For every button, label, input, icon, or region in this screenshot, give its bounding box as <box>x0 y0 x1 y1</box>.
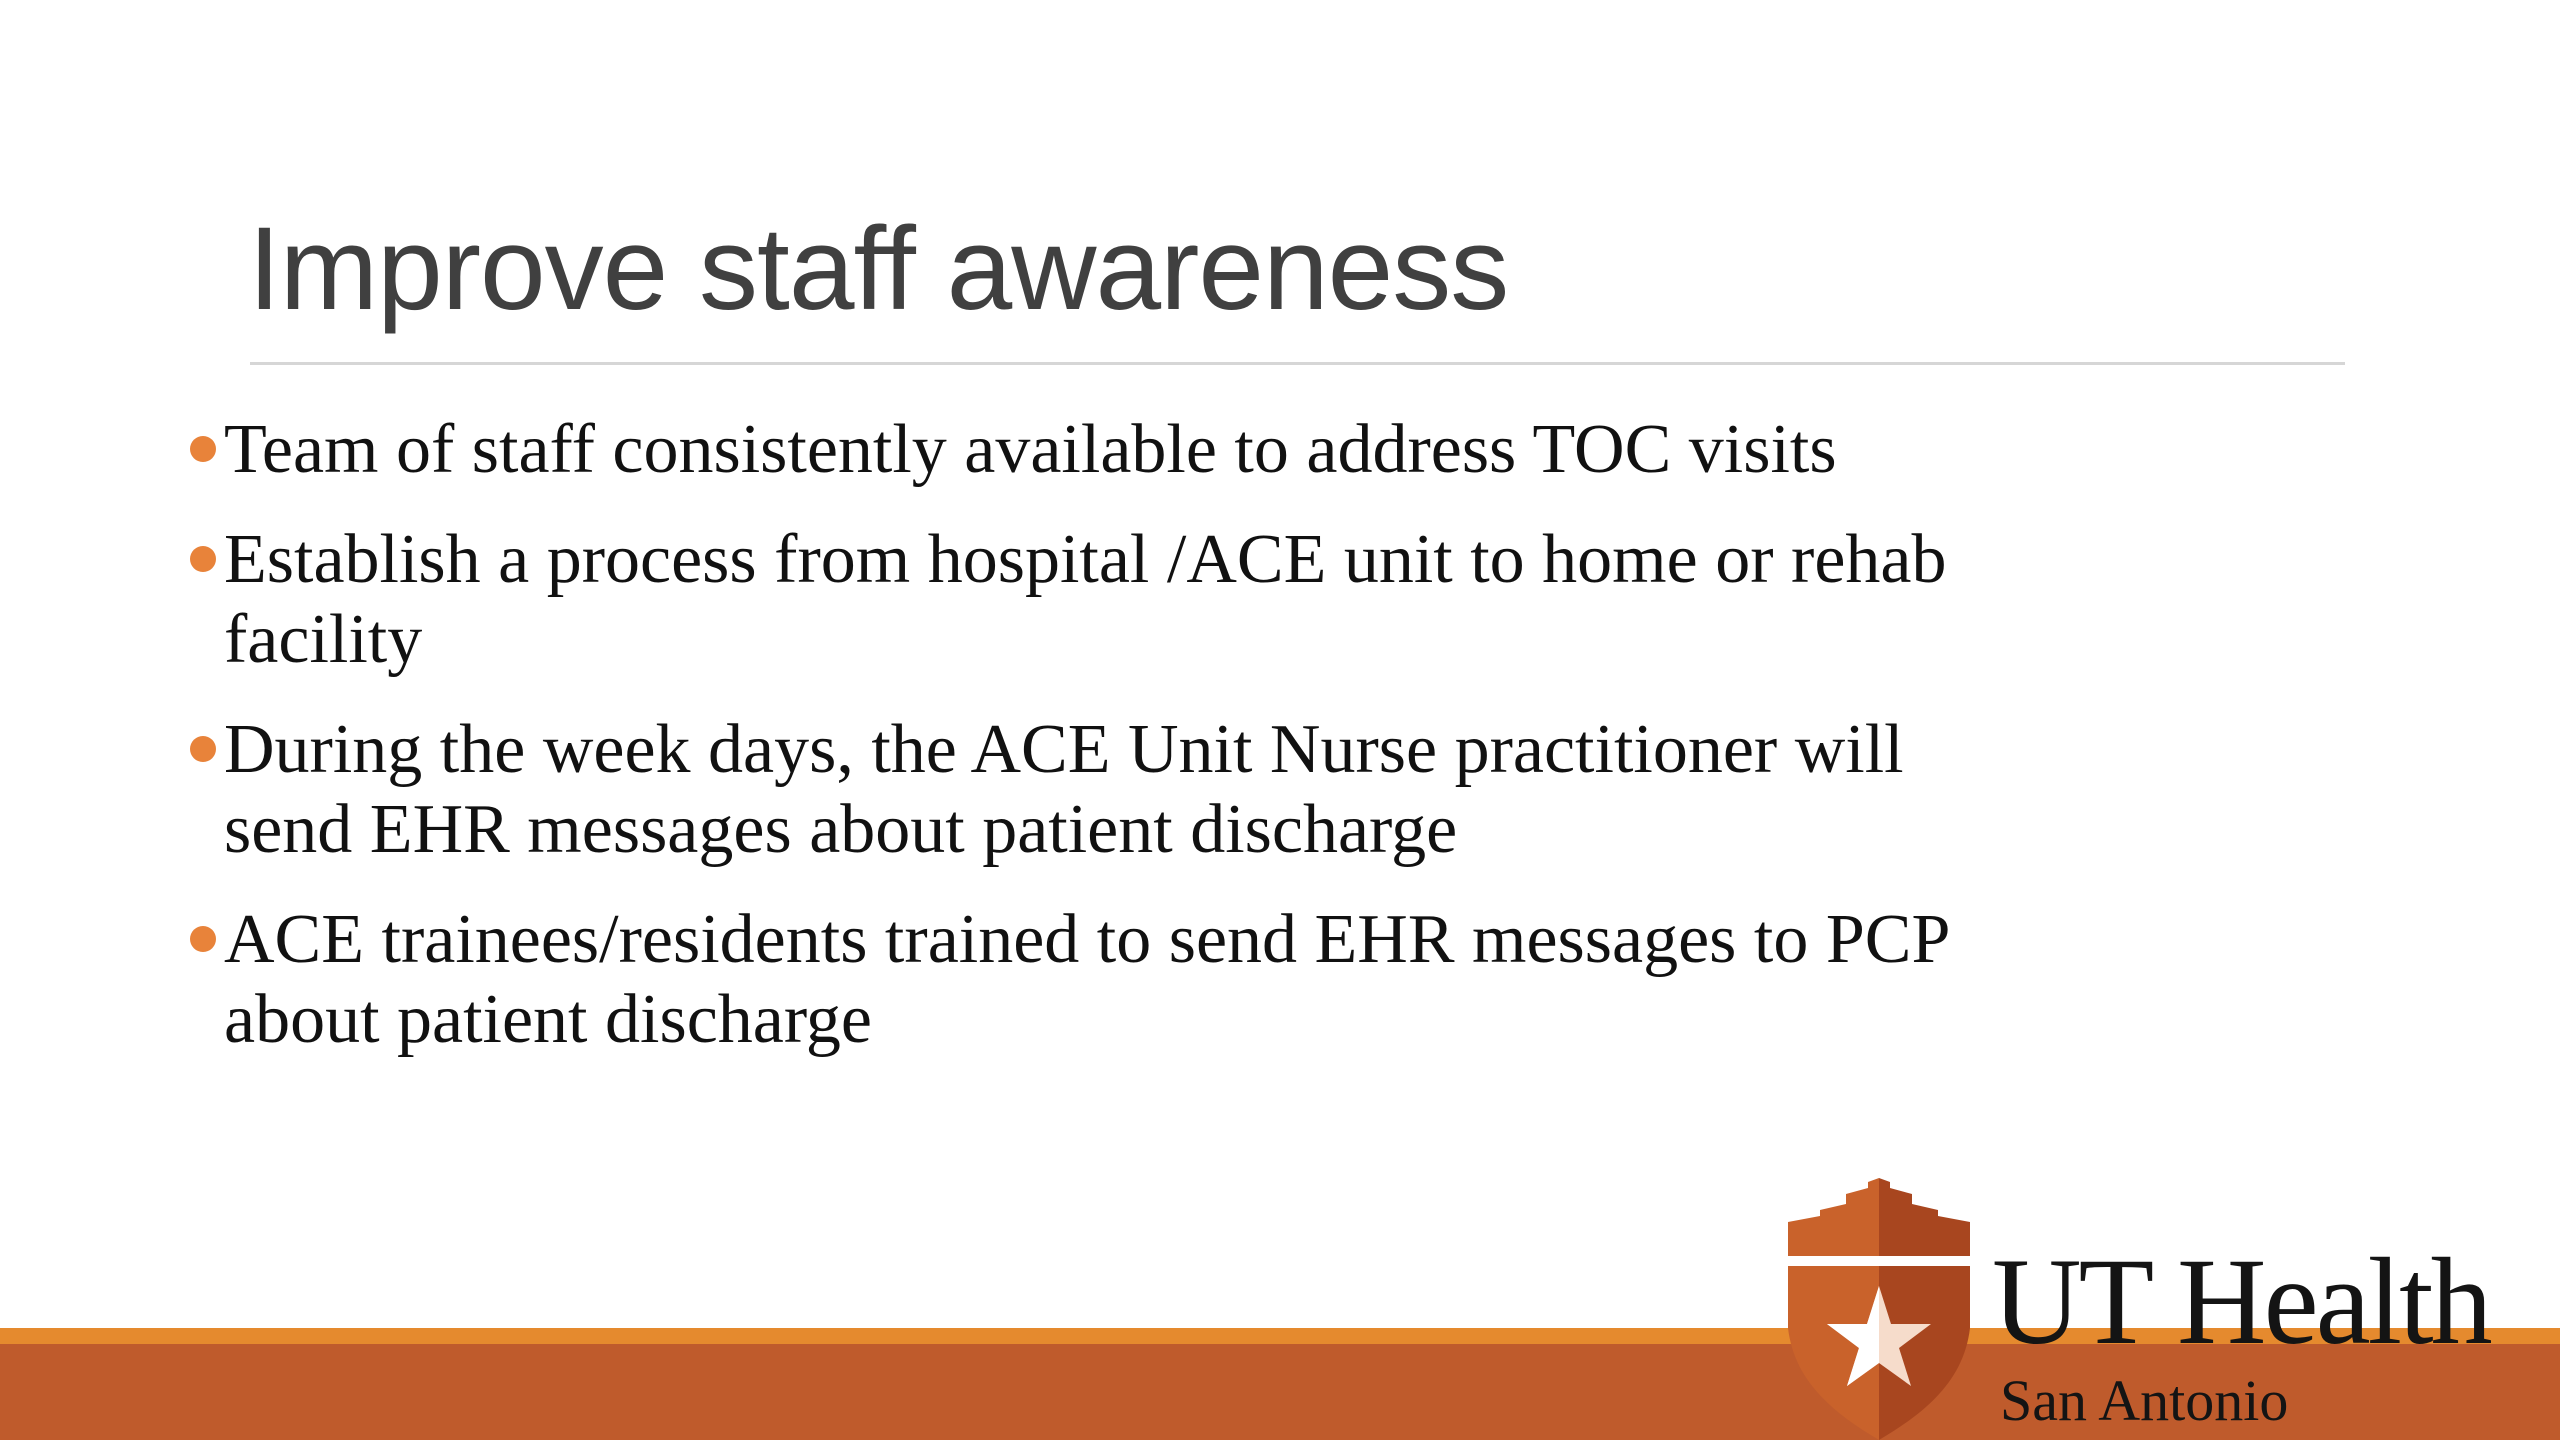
bullet-text: During the week days, the ACE Unit Nurse practitioner will send EHR messages about patient discharge <box>224 711 1904 868</box>
logo-location: San Antonio <box>2000 1368 2289 1433</box>
bullet-item <box>186 900 1986 1060</box>
bullet-dot-icon <box>190 436 216 462</box>
bullet-dot-icon <box>190 546 216 572</box>
bullet-dot-icon <box>190 926 216 952</box>
bullet-list <box>186 410 1986 1090</box>
bullet-text: ACE trainees/residents trained to send EHR messages to PCP about patient discharge <box>224 901 1948 1058</box>
bullet-dot-icon <box>190 736 216 762</box>
bullet-text: Team of staff consistently available to address TOC visits <box>224 411 1837 488</box>
title-divider <box>250 362 2345 365</box>
bullet-item <box>186 410 1986 490</box>
bullet-item <box>186 710 1986 870</box>
bullet-text: Establish a process from hospital /ACE unit to home or rehab facility <box>224 521 1947 678</box>
star-shield-icon <box>1788 1178 1970 1440</box>
logo-wordmark: UT Health <box>1992 1233 2490 1370</box>
slide-title: Improve staff awareness <box>248 203 1509 335</box>
bullet-item <box>186 520 1986 680</box>
